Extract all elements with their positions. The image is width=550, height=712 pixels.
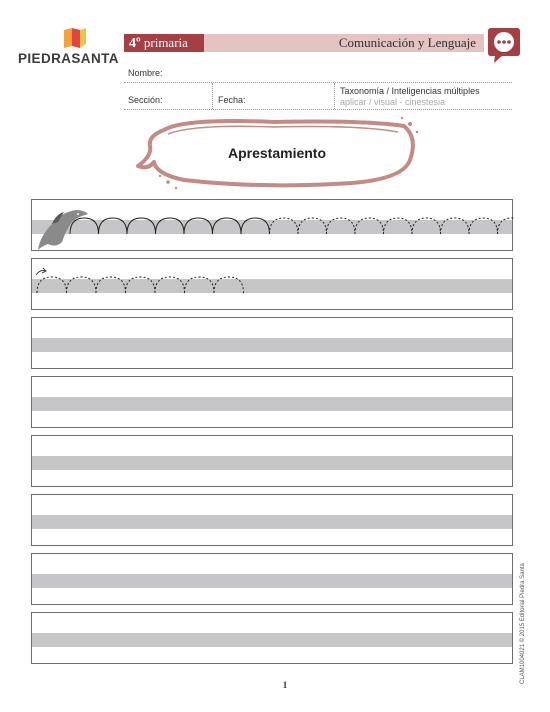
grade-label: primaria bbox=[143, 35, 188, 50]
guide-band bbox=[32, 515, 512, 529]
subject-title: Comunicación y Lenguaje bbox=[338, 35, 476, 50]
practice-row[interactable] bbox=[31, 258, 513, 310]
field-divider bbox=[334, 83, 335, 109]
activity-banner bbox=[134, 112, 420, 194]
taxonomy-detail: aplicar / visual - cinestesia bbox=[340, 97, 446, 107]
practice-row[interactable] bbox=[31, 199, 513, 251]
dolphin-icon bbox=[38, 210, 88, 250]
guide-band bbox=[32, 574, 512, 588]
practice-row[interactable] bbox=[31, 494, 513, 546]
arcs-trace bbox=[32, 259, 514, 311]
speech-bubble-icon bbox=[486, 26, 522, 64]
header-bar bbox=[124, 34, 484, 52]
practice-row[interactable] bbox=[31, 612, 513, 664]
practice-row[interactable] bbox=[31, 553, 513, 605]
practice-row[interactable] bbox=[31, 376, 513, 428]
practice-row[interactable] bbox=[31, 317, 513, 369]
dolphin-arcs-trace bbox=[32, 200, 514, 252]
book-logo-icon bbox=[62, 26, 88, 50]
date-label: Fecha: bbox=[218, 95, 246, 105]
copyright-note: CLAM1004021 © 2015 Editorial Piedra Santa bbox=[520, 563, 526, 684]
name-row[interactable] bbox=[124, 62, 512, 83]
field-divider bbox=[212, 83, 213, 109]
section-date-row bbox=[124, 83, 512, 110]
logo-text: PIEDRASANTA bbox=[18, 51, 119, 66]
guide-band bbox=[32, 338, 512, 352]
name-label: Nombre: bbox=[128, 68, 163, 78]
activity-title: Aprestamiento bbox=[227, 145, 327, 161]
page-number: 1 bbox=[282, 680, 288, 690]
grade-badge bbox=[124, 34, 204, 52]
guide-band bbox=[32, 633, 512, 647]
section-label: Sección: bbox=[128, 95, 163, 105]
taxonomy-title: Taxonomía / Inteligencias múltiples bbox=[340, 86, 480, 96]
guide-band bbox=[32, 456, 512, 470]
publisher-logo bbox=[14, 24, 126, 68]
practice-row[interactable] bbox=[31, 435, 513, 487]
guide-band bbox=[32, 397, 512, 411]
student-info-form bbox=[124, 62, 512, 110]
grade-number: 4º bbox=[129, 36, 141, 51]
